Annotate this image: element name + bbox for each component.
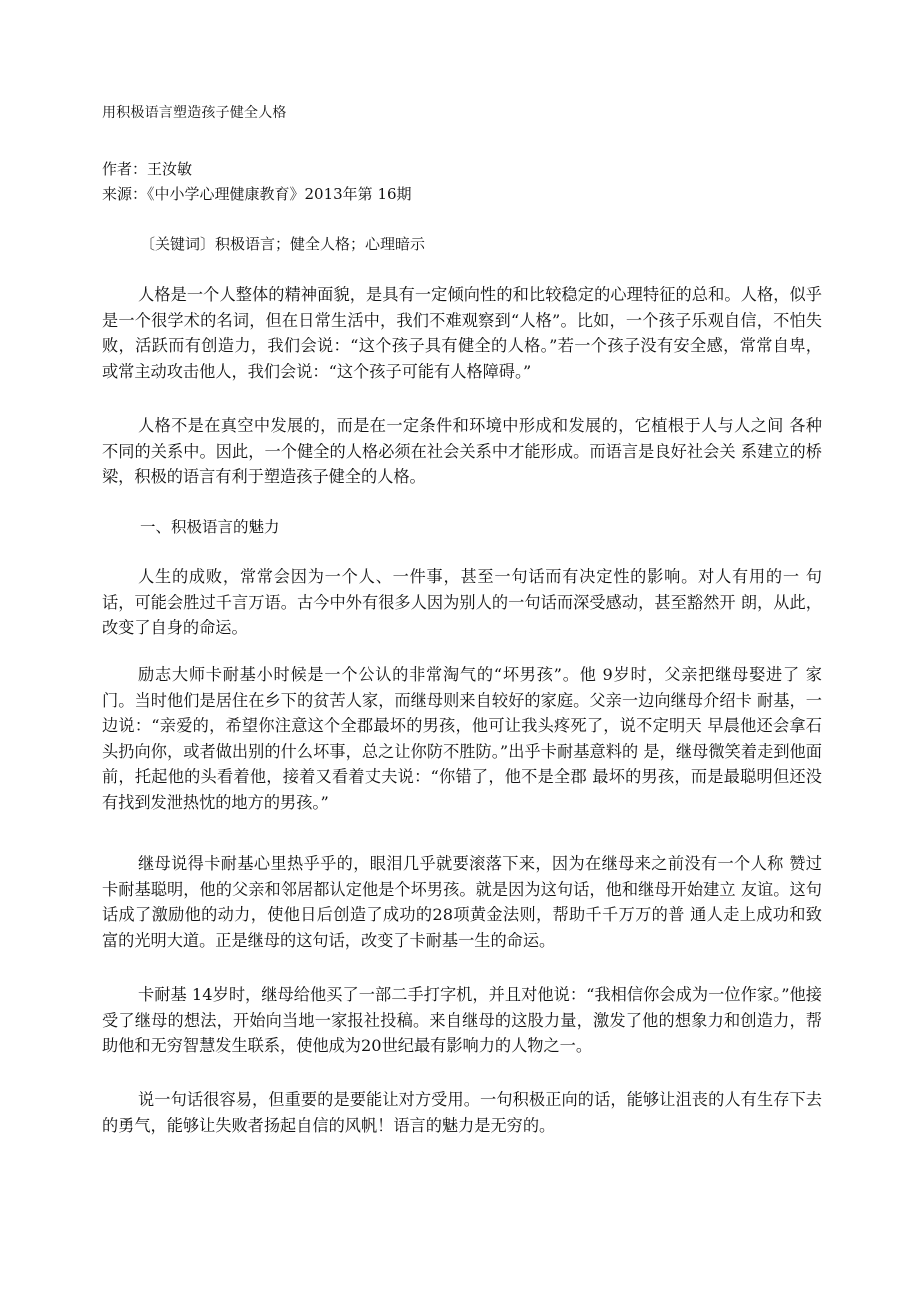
paragraph-personality-development: 人格不是在真空中发展的，而是在一定条件和环境中形成和发展的，它植根于人与人之间 各种不同的关系中。因此，一个健全的人格必须在社会关系中才能形成。而语言是良好社会关 系建立的桥梁，积极的语言有利于塑造孩子健全的人格。	[102, 416, 822, 487]
section-heading: 一、积极语言的魅力	[140, 518, 280, 536]
paragraph-carnegie-childhood: 励志大师卡耐基小时候是一个公认的非常淘气的“坏男孩”。他 9岁时，父亲把继母娶进了 家门。当时他们是居住在乡下的贫苦人家，而继母则来自较好的家庭。父亲一边向继母介绍卡 耐基，一边说：“亲爱的，希望你注意这个全郡最坏的男孩，他可让我头疼死了，说不定明天 早晨他还会拿石头扔向你，或者做出别的什么坏事，总之让你防不胜防。”出乎卡耐基意料的 是，继母微笑着走到他面前，托起他的头看着他，接着又看着丈夫说：“你错了，他不是全郡 最坏的男孩，而是最聪明但还没有找到发泄热忱的地方的男孩。”	[102, 665, 822, 812]
paragraph-carnegie-stepmother: 继母说得卡耐基心里热乎乎的，眼泪几乎就要滚落下来，因为在继母来之前没有一个人称 赞过卡耐基聪明，他的父亲和邻居都认定他是个坏男孩。就是因为这句话，他和继母开始建立 友谊。这句话成了激励他的动力，使他日后创造了成功的28项黄金法则，帮助千千万万的普 通人走上成功和致富的光明大道。正是继母的这句话，改变了卡耐基一生的命运。	[102, 854, 822, 950]
paragraph-personality-definition: 人格是一个人整体的精神面貌，是具有一定倾向性的和比较稳定的心理特征的总和。人格，似乎是一个很学术的名词，但在日常生活中，我们不难观察到“人格”。比如，一个孩子乐观自信，不怕失败，活跃而有创造力，我们会说：“这个孩子具有健全的人格。”若一个孩子没有安全感，常常自卑，或常主动攻击他人，我们会说：“这个孩子可能有人格障碍。”	[102, 285, 822, 381]
keywords-line: 〔关键词〕积极语言；健全人格；心理暗示	[140, 235, 426, 253]
paragraph-conclusion: 说一句话很容易，但重要的是要能让对方受用。一句积极正向的话，能够让沮丧的人有生存下去的勇气，能够让失败者扬起自信的风帆！语言的魅力是无穷的。	[102, 1090, 822, 1135]
paragraph-carnegie-typewriter: 卡耐基 14岁时，继母给他买了一部二手打字机，并且对他说：“我相信你会成为一位作家。”他接受了继母的想法，开始向当地一家报社投稿。来自继母的这股力量，激发了他的想象力和创造力，帮助他和无穷智慧发生联系，使他成为20世纪最有影响力的人物之一。	[102, 985, 822, 1056]
author-line: 作者：王汝敏	[102, 160, 193, 178]
paragraph-power-of-words: 人生的成败，常常会因为一个人、一件事，甚至一句话而有决定性的影响。对人有用的一 句话，可能会胜过千言万语。古今中外有很多人因为别人的一句话而深受感动，甚至豁然开 朗，从此，改变了自身的命运。	[102, 567, 822, 638]
article-title: 用积极语言塑造孩子健全人格	[102, 105, 287, 121]
source-line: 来源：《中小学心理健康教育》2013年第 16期	[102, 185, 412, 203]
